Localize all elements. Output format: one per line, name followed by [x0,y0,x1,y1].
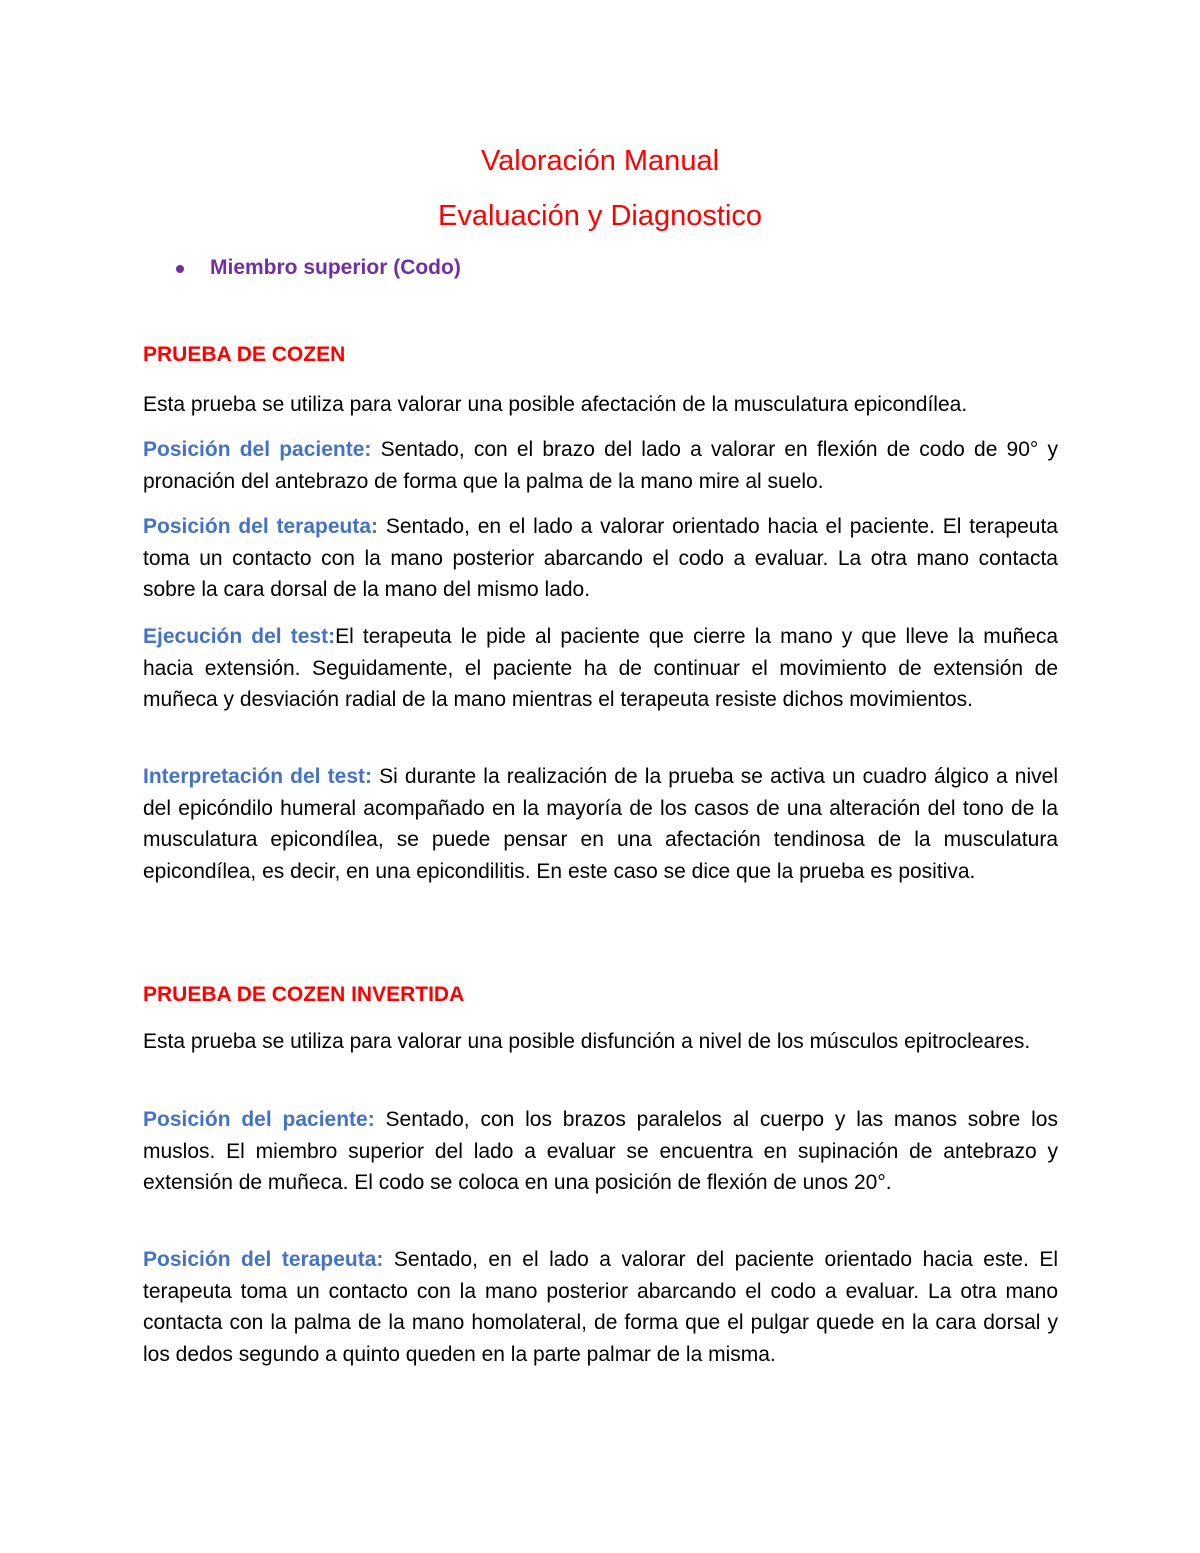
paragraph-text: Sentado, con el brazo del lado a valorar en flexión de codo de 90° y pronación del antebrazo de forma que la palma de la mano mire al suelo. [143,438,1058,493]
bullet-label: Miembro superior (Codo) [210,256,461,279]
document-subtitle: Evaluación y Diagnostico [437,200,762,232]
patient-position-paragraph [143,1104,1058,1199]
paragraph-label: Interpretación del test: [143,765,372,788]
paragraph-text: Sentado, en el lado a valorar orientado hacia el paciente. El terapeuta toma un contacto con la mano posterior abarcando el codo a evaluar. La otra mano contacta sobre la cara dorsal de la mano del mismo lado. [143,515,1058,601]
section-intro: Esta prueba se utiliza para valorar una posible disfunción a nivel de los músculos epitrocleares. [143,1030,1031,1053]
paragraph-label: Ejecución del test: [143,625,336,648]
paragraph-label: Posición del terapeuta: [143,515,379,538]
paragraph-label: Posición del terapeuta: [143,1248,384,1271]
patient-position-paragraph [143,434,1058,497]
test-execution-paragraph [143,621,1058,716]
section-heading-cozen-invertida: PRUEBA DE COZEN INVERTIDA [143,983,465,1006]
therapist-position-paragraph [143,1244,1058,1370]
test-interpretation-paragraph [143,761,1058,887]
document-title: Valoración Manual [480,145,720,177]
paragraph-text: Si durante la realización de la prueba se activa un cuadro álgico a nivel del epicóndilo humeral acompañado en la mayoría de los casos de una alteración del tono de la musculatura epicondílea, se puede pensar en una afectación tendinosa de la musculatura epicondílea, es decir, en una epicondilitis. En este caso se dice que la prueba es positiva. [143,765,1058,883]
paragraph-text: El terapeuta le pide al paciente que cierre la mano y que lleve la muñeca hacia extensión. Seguidamente, el paciente ha de continuar el movimiento de extensión de muñeca y desviación radial de la mano mientras el terapeuta resiste dichos movimientos. [143,625,1058,711]
section-intro: Esta prueba se utiliza para valorar una posible afectación de la musculatura epicondílea. [143,393,968,416]
section-heading-cozen: PRUEBA DE COZEN [143,343,346,366]
bullet-dot-icon [176,265,184,273]
paragraph-text: Sentado, en el lado a valorar del paciente orientado hacia este. El terapeuta toma un contacto con la mano posterior abarcando el codo a evaluar. La otra mano contacta con la palma de la mano homolateral, de forma que el pulgar quede en la cara dorsal y los dedos segundo a quinto queden en la parte palmar de la misma. [143,1248,1058,1366]
paragraph-label: Posición del paciente: [143,438,372,461]
paragraph-text: Sentado, con los brazos paralelos al cuerpo y las manos sobre los muslos. El miembro superior del lado a evaluar se encuentra en supinación de antebrazo y extensión de muñeca. El codo se coloca en una posición de flexión de unos 20°. [143,1108,1058,1194]
paragraph-label: Posición del paciente: [143,1108,375,1131]
therapist-position-paragraph [143,511,1058,606]
